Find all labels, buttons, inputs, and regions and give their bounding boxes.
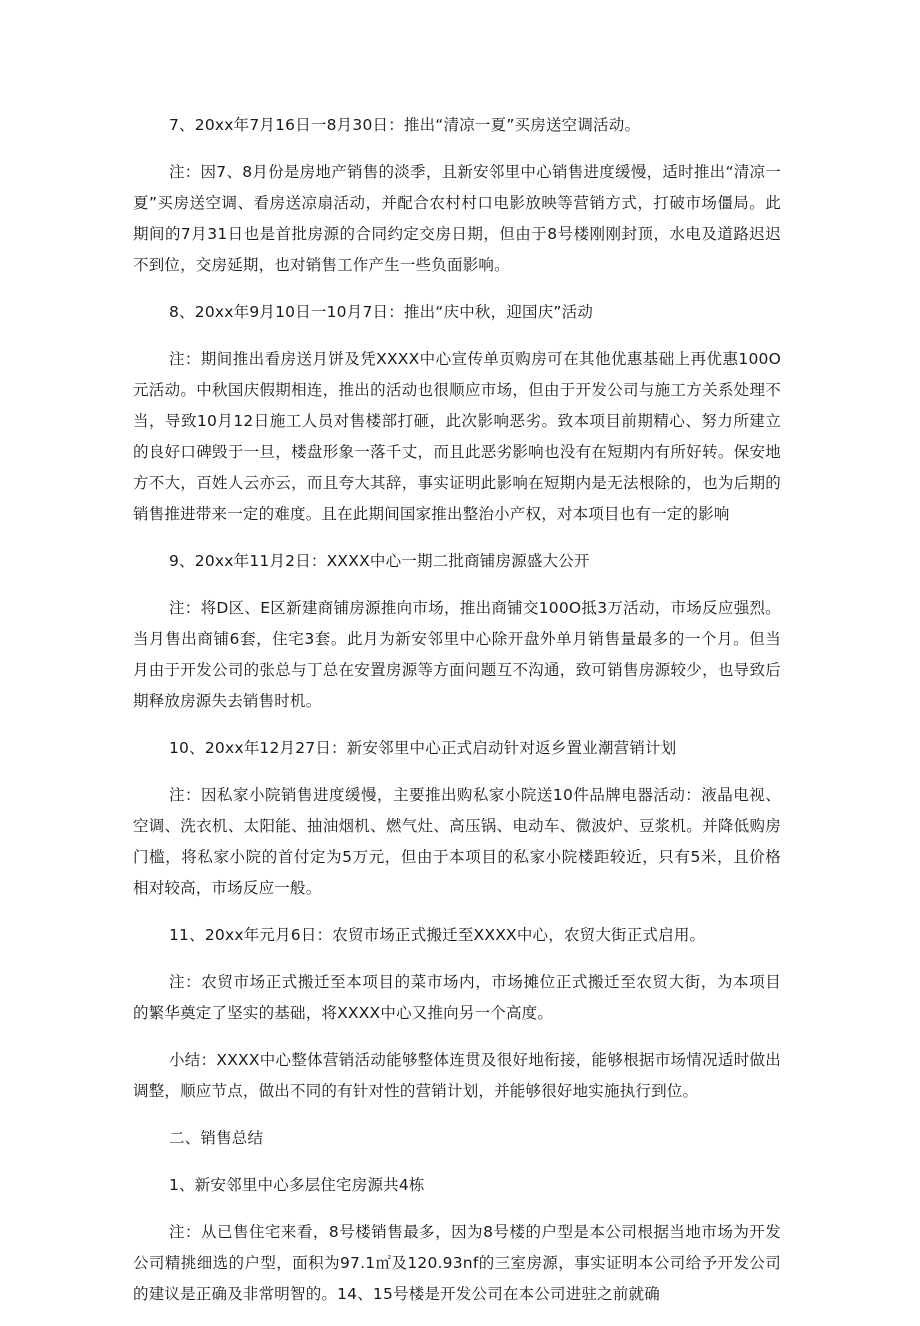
summary-paragraph: 小结：XXXX中心整体营销活动能够整体连贯及很好地衔接，能够根据市场情况适时做出调整，顺应节点，做出不同的有针对性的营销计划，并能够很好地实施执行到位。 [133,1051,781,1100]
section-heading-residential: 1、新安邻里中心多层住宅房源共4栋 [169,1176,425,1194]
section-heading-11: 11、20xx年元月6日：农贸市场正式搬迁至XXXX中心，农贸大街正式启用。 [169,926,706,944]
section-heading-10: 10、20xx年12月27日：新安邻里中心正式启动针对返乡置业潮营销计划 [169,739,677,757]
note-paragraph-11: 注：农贸市场正式搬迁至本项目的菜市场内，市场摊位正式搬迁至农贸大街，为本项目的繁华奠定了坚实的基础，将XXXX中心又推向另一个高度。 [133,973,781,1022]
section-heading-8: 8、20xx年9月10日一10月7日：推出“庆中秋，迎国庆”活动 [169,303,594,321]
section-heading-9: 9、20xx年11月2日：XXXX中心一期二批商铺房源盛大公开 [169,552,590,570]
note-paragraph-9: 注：将D区、E区新建商铺房源推向市场，推出商铺交100O抵3万活动，市场反应强烈。当月售出商铺6套，住宅3套。此月为新安邻里中心除开盘外单月销售量最多的一个月。但当月由于开发公司的张总与丁总在安置房源等方面问题互不沟通，致可销售房源较少，也导致后期释放房源失去销售时机。 [133,599,781,710]
document-body [133,110,781,1326]
section-heading-7: 7、20xx年7月16日一8月30日：推出“清凉一夏”买房送空调活动。 [169,116,641,134]
note-paragraph-10: 注：因私家小院销售进度缓慢，主要推出购私家小院送10件品牌电器活动：液晶电视、空调、洗衣机、太阳能、抽油烟机、燃气灶、高压锅、电动车、微波炉、豆浆机。并降低购房门槛，将私家小院的首付定为5万元，但由于本项目的私家小院楼距较近，只有5米，且价格相对较高，市场反应一般。 [133,786,781,897]
note-paragraph-8: 注：期间推出看房送月饼及凭XXXX中心宣传单页购房可在其他优惠基础上再优惠100O元活动。中秋国庆假期相连，推出的活动也很顺应市场，但由于开发公司与施工方关系处理不当，导致10月12日施工人员对售楼部打砸，此次影响恶劣。致本项目前期精心、努力所建立的良好口碑毁于一旦，楼盘形象一落千丈，而且此恶劣影响也没有在短期内有所好转。保安地方不大，百姓人云亦云，而且夸大其辞，事实证明此影响在短期内是无法根除的，也为后期的销售推进带来一定的难度。且在此期间国家推出整治小产权，对本项目也有一定的影响 [133,350,781,523]
chapter-heading-sales-summary: 二、销售总结 [169,1129,264,1147]
note-paragraph-7: 注：因7、8月份是房地产销售的淡季，且新安邻里中心销售进度缓慢，适时推出“清凉一夏”买房送空调、看房送凉扇活动，并配合农村村口电影放映等营销方式，打破市场僵局。此期间的7月31日也是首批房源的合同约定交房日期，但由于8号楼刚刚封顶，水电及道路迟迟不到位，交房延期，也对销售工作产生一些负面影响。 [133,163,781,274]
note-paragraph-residential: 注：从已售住宅来看，8号楼销售最多，因为8号楼的户型是本公司根据当地市场为开发公司精挑细选的户型，面积为97.1㎡及120.93nf的三室房源，事实证明本公司给予开发公司的建议是正确及非常明智的。14、15号楼是开发公司在本公司进驻之前就确 [133,1223,781,1303]
